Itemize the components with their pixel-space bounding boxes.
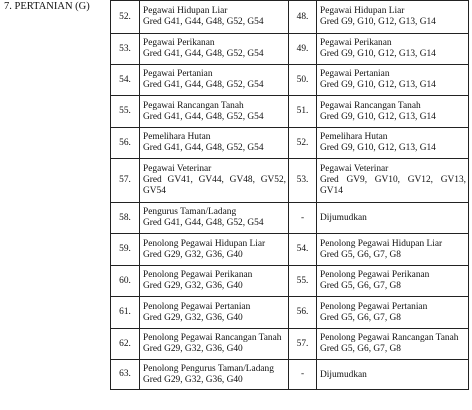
left-number: 54.: [111, 65, 140, 96]
right-title: Pegawai Rancangan Tanah: [320, 100, 421, 111]
table-row: [111, 1, 469, 34]
right-title: Pemelihara Hutan: [320, 132, 388, 143]
right-grade: Gred G5, G6, G7, G8: [320, 249, 401, 260]
right-grade: Gred G9, G10, G12, G13, G14: [320, 17, 436, 27]
left-number: 58.: [111, 203, 140, 234]
left-position: [140, 203, 289, 234]
right-title: Penolong Pegawai Hidupan Liar: [320, 238, 443, 249]
right-position: [317, 128, 469, 159]
left-grade: Gred G41, G44, G48, G52, G54: [143, 143, 264, 153]
right-position: [317, 266, 469, 297]
right-grade: Gred G5, G6, G7, G8: [320, 344, 401, 354]
table-row: [111, 266, 469, 297]
left-position: [140, 360, 289, 390]
right-number: 50.: [289, 65, 317, 96]
left-grade: Gred G41, G44, G48, G52, G54: [143, 49, 264, 59]
left-title: Pegawai Hidupan Liar: [143, 6, 228, 17]
right-number: 54.: [289, 234, 317, 266]
right-grade: Gred G9, G10, G12, G13, G14: [320, 143, 436, 153]
left-number: 56.: [111, 128, 140, 159]
right-position: [317, 159, 469, 203]
left-grade: Gred G29, G32, G36, G40: [143, 249, 243, 260]
left-grade: Gred GV41, GV44, GV48, GV52,: [143, 175, 286, 186]
right-title: Dijumudkan: [320, 369, 367, 380]
right-position: [317, 297, 469, 329]
left-number: 55.: [111, 96, 140, 128]
right-grade: Gred G9, G10, G12, G13, G14: [320, 111, 436, 122]
left-position: [140, 96, 289, 128]
right-position: [317, 96, 469, 128]
left-grade: Gred G29, G32, G36, G40: [143, 374, 243, 385]
right-title: Pegawai Perikanan: [320, 38, 392, 49]
table-row: [111, 96, 469, 128]
left-title: Penolong Pegawai Hidupan Liar: [143, 238, 266, 249]
table-row: [111, 34, 469, 65]
left-grade: Gred G29, G32, G36, G40: [143, 281, 243, 291]
right-grade-continued: GV14: [320, 185, 343, 196]
left-number: 59.: [111, 234, 140, 266]
table-row: [111, 203, 469, 234]
left-grade: Gred G41, G44, G48, G52, G54: [143, 80, 264, 90]
right-number: 56.: [289, 297, 317, 329]
right-number: 52.: [289, 128, 317, 159]
left-grade: Gred G29, G32, G36, G40: [143, 312, 243, 323]
left-number: 53.: [111, 34, 140, 65]
table-row: [111, 234, 469, 266]
left-title: Pegawai Veterinar: [143, 164, 212, 175]
right-number: 51.: [289, 96, 317, 128]
left-title: Penolong Pegawai Perikanan: [143, 270, 253, 281]
left-position: [140, 1, 289, 34]
right-position: [317, 360, 469, 390]
left-position: [140, 329, 289, 360]
right-title: Penolong Pegawai Pertanian: [320, 301, 428, 312]
right-number: 49.: [289, 34, 317, 65]
left-title: Penolong Pegawai Pertanian: [143, 301, 251, 312]
left-title: Pegawai Rancangan Tanah: [143, 100, 244, 111]
table-row: [111, 128, 469, 159]
right-grade: Gred G5, G6, G7, G8: [320, 312, 401, 323]
table-row: [111, 159, 469, 203]
right-position: [317, 65, 469, 96]
left-number: 57.: [111, 159, 140, 203]
position-table: [110, 0, 469, 390]
right-grade: Gred G9, G10, G12, G13, G14: [320, 49, 436, 59]
section-label: 7. PERTANIAN (G): [4, 1, 90, 12]
left-title: Pengurus Taman/Ladang: [143, 207, 237, 218]
left-title: Penolong Pengurus Taman/Ladang: [143, 363, 274, 374]
right-grade: Gred G5, G6, G7, G8: [320, 281, 401, 291]
right-position: [317, 34, 469, 65]
left-title: Penolong Pegawai Rancangan Tanah: [143, 333, 282, 344]
left-position: [140, 159, 289, 203]
left-grade: Gred G29, G32, G36, G40: [143, 344, 243, 354]
left-position: [140, 128, 289, 159]
right-title: Pegawai Pertanian: [320, 69, 390, 80]
right-number: -: [289, 203, 317, 234]
left-grade-continued: GV54: [143, 185, 166, 196]
table-row: [111, 360, 469, 390]
table-row: [111, 329, 469, 360]
left-title: Pegawai Perikanan: [143, 38, 215, 49]
right-title: Pegawai Veterinar: [320, 164, 389, 175]
left-title: Pegawai Pertanian: [143, 69, 213, 80]
left-position: [140, 266, 289, 297]
right-number: 53.: [289, 159, 317, 203]
right-title: Penolong Pegawai Rancangan Tanah: [320, 333, 459, 344]
right-position: [317, 329, 469, 360]
left-number: 60.: [111, 266, 140, 297]
right-position: [317, 1, 469, 34]
left-number: 52.: [111, 1, 140, 34]
right-title: Penolong Pegawai Perikanan: [320, 270, 430, 281]
right-number: -: [289, 360, 317, 390]
left-position: [140, 65, 289, 96]
left-title: Pemelihara Hutan: [143, 132, 211, 143]
table-row: [111, 65, 469, 96]
right-number: 48.: [289, 1, 317, 34]
left-number: 63.: [111, 360, 140, 390]
left-position: [140, 297, 289, 329]
left-grade: Gred G41, G44, G48, G52, G54: [143, 17, 264, 27]
left-number: 61.: [111, 297, 140, 329]
left-position: [140, 34, 289, 65]
left-grade: Gred G41, G44, G48, G52, G54: [143, 218, 264, 228]
left-position: [140, 234, 289, 266]
right-position: [317, 234, 469, 266]
right-grade: Gred GV9, GV10, GV12, GV13,: [320, 175, 466, 186]
right-number: 57.: [289, 329, 317, 360]
left-grade: Gred G41, G44, G48, G52, G54: [143, 111, 264, 122]
table-row: [111, 297, 469, 329]
right-title: Dijumudkan: [320, 213, 367, 224]
right-title: Pegawai Hidupan Liar: [320, 6, 405, 17]
left-number: 62.: [111, 329, 140, 360]
right-number: 55.: [289, 266, 317, 297]
right-grade: Gred G9, G10, G12, G13, G14: [320, 80, 436, 90]
right-position: [317, 203, 469, 234]
